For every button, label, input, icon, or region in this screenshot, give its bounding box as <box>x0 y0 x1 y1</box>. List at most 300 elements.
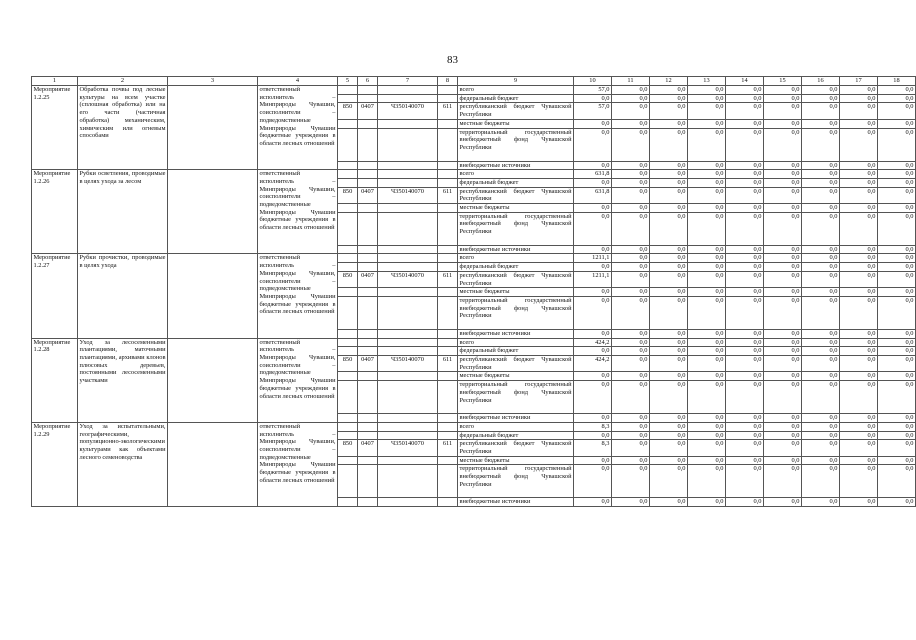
code-cell-rzpr <box>358 86 378 95</box>
code-cell-grbs <box>338 288 358 297</box>
amount-cell: 0,0 <box>574 431 612 440</box>
empty-cell <box>168 254 258 338</box>
code-cell-csr <box>378 329 438 338</box>
code-cell-csr <box>378 178 438 187</box>
code-cell-csr <box>378 422 438 431</box>
code-cell-csr <box>378 431 438 440</box>
table-row <box>32 422 916 431</box>
amount-cell: 0,0 <box>612 296 650 329</box>
amount-cell: 0,0 <box>650 414 688 423</box>
amount-cell: 0,0 <box>688 263 726 272</box>
amount-cell: 0,0 <box>764 271 802 287</box>
amount-cell: 0,0 <box>764 381 802 414</box>
code-cell-vr <box>438 128 458 161</box>
code-cell-vr <box>438 119 458 128</box>
code-cell-rzpr <box>358 329 378 338</box>
column-header: 6 <box>358 77 378 86</box>
amount-cell: 0,0 <box>650 498 688 507</box>
column-number-row <box>32 77 916 86</box>
amount-cell: 0,0 <box>612 338 650 347</box>
code-cell-vr <box>438 212 458 245</box>
amount-cell: 0,0 <box>650 440 688 456</box>
amount-cell: 0,0 <box>612 187 650 203</box>
responsible-executor: ответственный исполнитель – Минприроды Чувашии, соисполнители – подведомственные Минприроды Чувашии бюджетные учреждения в области лесных отношений <box>258 86 338 170</box>
responsible-executor: ответственный исполнитель – Минприроды Чувашии, соисполнители – подведомственные Минприроды Чувашии бюджетные учреждения в области лесных отношений <box>258 338 338 422</box>
amount-cell: 0,0 <box>764 431 802 440</box>
budget-body <box>32 86 916 507</box>
amount-cell: 0,0 <box>726 187 764 203</box>
amount-cell: 0,0 <box>764 178 802 187</box>
column-header: 1 <box>32 77 78 86</box>
amount-cell: 0,0 <box>688 414 726 423</box>
amount-cell: 0,0 <box>612 170 650 179</box>
amount-cell: 0,0 <box>840 170 878 179</box>
amount-cell: 0,0 <box>764 372 802 381</box>
code-cell-csr: Ч350140070 <box>378 103 438 119</box>
amount-cell: 0,0 <box>650 372 688 381</box>
amount-cell: 0,0 <box>840 103 878 119</box>
amount-cell: 0,0 <box>726 356 764 372</box>
amount-cell: 0,0 <box>574 329 612 338</box>
measure-name: Рубки осветления, проводимые в целях ухода за лесом <box>78 170 168 254</box>
code-cell-rzpr <box>358 170 378 179</box>
amount-cell: 0,0 <box>802 465 840 498</box>
funding-source: республиканский бюджет Чувашской Республики <box>459 271 572 287</box>
code-cell-grbs <box>338 212 358 245</box>
amount-cell: 1211,1 <box>574 254 612 263</box>
code-cell-rzpr <box>358 245 378 254</box>
code-cell-vr <box>438 329 458 338</box>
code-cell-rzpr <box>358 288 378 297</box>
amount-cell: 0,0 <box>764 170 802 179</box>
amount-cell: 0,0 <box>612 347 650 356</box>
amount-cell: 0,0 <box>688 296 726 329</box>
amount-cell: 0,0 <box>840 94 878 103</box>
amount-cell: 0,0 <box>878 119 916 128</box>
amount-cell: 0,0 <box>726 178 764 187</box>
code-cell-vr <box>438 381 458 414</box>
amount-cell: 0,0 <box>650 86 688 95</box>
amount-cell: 0,0 <box>688 356 726 372</box>
amount-cell: 0,0 <box>878 212 916 245</box>
amount-cell: 0,0 <box>878 329 916 338</box>
column-header: 14 <box>726 77 764 86</box>
amount-cell: 0,0 <box>612 212 650 245</box>
amount-cell: 0,0 <box>878 372 916 381</box>
amount-cell: 0,0 <box>612 128 650 161</box>
code-cell-grbs <box>338 338 358 347</box>
code-cell-vr <box>438 338 458 347</box>
amount-cell: 0,0 <box>840 178 878 187</box>
amount-cell: 0,0 <box>612 329 650 338</box>
empty-cell <box>168 338 258 422</box>
amount-cell: 0,0 <box>840 414 878 423</box>
funding-source: федеральный бюджет <box>458 94 574 103</box>
amount-cell: 57,0 <box>574 86 612 95</box>
column-header: 2 <box>78 77 168 86</box>
amount-cell: 0,0 <box>878 271 916 287</box>
code-cell-vr: 611 <box>438 103 458 119</box>
amount-cell: 0,0 <box>802 381 840 414</box>
amount-cell: 0,0 <box>726 414 764 423</box>
amount-cell: 8,3 <box>574 422 612 431</box>
amount-cell: 0,0 <box>878 94 916 103</box>
amount-cell: 0,0 <box>726 329 764 338</box>
code-cell-csr <box>378 465 438 498</box>
amount-cell: 0,0 <box>650 204 688 213</box>
code-cell-rzpr <box>358 178 378 187</box>
amount-cell: 0,0 <box>650 119 688 128</box>
amount-cell: 0,0 <box>840 119 878 128</box>
amount-cell: 0,0 <box>574 119 612 128</box>
amount-cell: 0,0 <box>764 498 802 507</box>
amount-cell: 0,0 <box>764 103 802 119</box>
amount-cell: 0,0 <box>574 94 612 103</box>
code-cell-grbs <box>338 254 358 263</box>
amount-cell: 0,0 <box>688 422 726 431</box>
code-cell-grbs <box>338 465 358 498</box>
amount-cell: 0,0 <box>688 431 726 440</box>
code-cell-vr <box>438 347 458 356</box>
column-header: 15 <box>764 77 802 86</box>
column-header: 9 <box>458 77 574 86</box>
code-cell-vr <box>438 254 458 263</box>
amount-cell: 0,0 <box>726 212 764 245</box>
amount-cell: 0,0 <box>802 356 840 372</box>
amount-cell: 0,0 <box>878 170 916 179</box>
amount-cell: 0,0 <box>840 329 878 338</box>
code-cell-csr: Ч350140070 <box>378 356 438 372</box>
funding-source: внебюджетные источники <box>458 329 574 338</box>
amount-cell: 0,0 <box>878 338 916 347</box>
amount-cell: 0,0 <box>688 254 726 263</box>
budget-table <box>31 76 916 507</box>
code-cell-rzpr: 0407 <box>358 356 378 372</box>
amount-cell: 0,0 <box>650 94 688 103</box>
amount-cell: 0,0 <box>650 338 688 347</box>
amount-cell: 0,0 <box>574 381 612 414</box>
code-cell-rzpr: 0407 <box>358 103 378 119</box>
amount-cell: 1211,1 <box>574 271 612 287</box>
code-cell-csr <box>378 288 438 297</box>
amount-cell: 0,0 <box>574 414 612 423</box>
amount-cell: 0,0 <box>878 178 916 187</box>
funding-source: республиканский бюджет Чувашской Республики <box>459 187 572 203</box>
amount-cell: 0,0 <box>878 245 916 254</box>
code-cell-rzpr <box>358 204 378 213</box>
code-cell-csr <box>378 456 438 465</box>
code-cell-vr <box>438 431 458 440</box>
amount-cell: 0,0 <box>764 204 802 213</box>
amount-cell: 0,0 <box>650 381 688 414</box>
measure-name: Обработка почвы под лесные культуры на всем участке (сплошная обработка) или на его части (частичная обработка) механическим, химическим или огневым способами <box>78 86 168 170</box>
amount-cell: 0,0 <box>726 86 764 95</box>
table-row <box>32 86 916 95</box>
amount-cell: 0,0 <box>574 178 612 187</box>
code-cell-csr: Ч350140070 <box>378 187 438 203</box>
amount-cell: 0,0 <box>802 422 840 431</box>
amount-cell: 0,0 <box>840 204 878 213</box>
code-cell-rzpr <box>358 372 378 381</box>
column-header: 5 <box>338 77 358 86</box>
amount-cell: 0,0 <box>764 347 802 356</box>
code-cell-csr <box>378 263 438 272</box>
amount-cell: 0,0 <box>764 414 802 423</box>
funding-source: республиканский бюджет Чувашской Республики <box>459 103 572 119</box>
amount-cell: 0,0 <box>802 296 840 329</box>
amount-cell: 0,0 <box>650 212 688 245</box>
amount-cell: 0,0 <box>764 254 802 263</box>
code-cell-grbs <box>338 381 358 414</box>
code-cell-vr <box>438 161 458 170</box>
code-cell-rzpr <box>358 338 378 347</box>
amount-cell: 0,0 <box>650 178 688 187</box>
code-cell-vr <box>438 456 458 465</box>
code-cell-grbs <box>338 94 358 103</box>
amount-cell: 0,0 <box>650 288 688 297</box>
funding-source: всего <box>458 254 574 263</box>
amount-cell: 0,0 <box>612 456 650 465</box>
code-cell-grbs <box>338 161 358 170</box>
amount-cell: 0,0 <box>574 372 612 381</box>
amount-cell: 0,0 <box>726 161 764 170</box>
code-cell-csr <box>378 338 438 347</box>
amount-cell: 0,0 <box>612 414 650 423</box>
amount-cell: 0,0 <box>764 94 802 103</box>
code-cell-grbs <box>338 347 358 356</box>
amount-cell: 0,0 <box>688 372 726 381</box>
column-header: 7 <box>378 77 438 86</box>
amount-cell: 0,0 <box>688 161 726 170</box>
amount-cell: 0,0 <box>612 431 650 440</box>
responsible-executor: ответственный исполнитель – Минприроды Чувашии, соисполнители – подведомственные Минприроды Чувашии бюджетные учреждения в области лесных отношений <box>258 254 338 338</box>
code-cell-vr <box>438 86 458 95</box>
amount-cell: 0,0 <box>878 254 916 263</box>
funding-source: местные бюджеты <box>458 204 574 213</box>
amount-cell: 0,0 <box>726 440 764 456</box>
code-cell-csr <box>378 296 438 329</box>
amount-cell: 0,0 <box>650 431 688 440</box>
amount-cell: 0,0 <box>726 94 764 103</box>
amount-cell: 0,0 <box>878 86 916 95</box>
code-cell-rzpr <box>358 465 378 498</box>
amount-cell: 0,0 <box>764 456 802 465</box>
amount-cell: 57,0 <box>574 103 612 119</box>
code-cell-rzpr: 0407 <box>358 271 378 287</box>
amount-cell: 0,0 <box>650 356 688 372</box>
amount-cell: 0,0 <box>574 498 612 507</box>
amount-cell: 0,0 <box>574 204 612 213</box>
amount-cell: 0,0 <box>726 372 764 381</box>
amount-cell: 0,0 <box>878 288 916 297</box>
amount-cell: 0,0 <box>726 296 764 329</box>
measure-id: Мероприятие 1.2.29 <box>32 422 78 506</box>
funding-source: внебюджетные источники <box>458 245 574 254</box>
page-number: 83 <box>447 54 458 66</box>
amount-cell: 0,0 <box>878 422 916 431</box>
code-cell-rzpr <box>358 94 378 103</box>
amount-cell: 0,0 <box>650 254 688 263</box>
amount-cell: 0,0 <box>612 372 650 381</box>
code-cell-rzpr <box>358 422 378 431</box>
amount-cell: 0,0 <box>840 263 878 272</box>
amount-cell: 0,0 <box>726 347 764 356</box>
measure-name: Рубки прочистки, проводимые в целях ухода <box>78 254 168 338</box>
amount-cell: 0,0 <box>802 86 840 95</box>
amount-cell: 0,0 <box>726 204 764 213</box>
amount-cell: 0,0 <box>650 465 688 498</box>
amount-cell: 0,0 <box>802 119 840 128</box>
amount-cell: 0,0 <box>574 296 612 329</box>
code-cell-grbs: 850 <box>338 271 358 287</box>
funding-source: федеральный бюджет <box>458 263 574 272</box>
amount-cell: 0,0 <box>574 128 612 161</box>
code-cell-rzpr <box>358 456 378 465</box>
amount-cell: 0,0 <box>612 161 650 170</box>
code-cell-vr: 611 <box>438 187 458 203</box>
code-cell-vr: 611 <box>438 271 458 287</box>
amount-cell: 0,0 <box>574 456 612 465</box>
amount-cell: 0,0 <box>574 245 612 254</box>
amount-cell: 0,0 <box>764 119 802 128</box>
measure-id: Мероприятие 1.2.25 <box>32 86 78 170</box>
code-cell-grbs <box>338 119 358 128</box>
code-cell-csr <box>378 119 438 128</box>
amount-cell: 0,0 <box>726 170 764 179</box>
amount-cell: 0,0 <box>764 86 802 95</box>
code-cell-grbs <box>338 296 358 329</box>
code-cell-grbs: 850 <box>338 103 358 119</box>
amount-cell: 0,0 <box>688 103 726 119</box>
amount-cell: 0,0 <box>878 204 916 213</box>
amount-cell: 0,0 <box>802 263 840 272</box>
amount-cell: 0,0 <box>840 212 878 245</box>
amount-cell: 0,0 <box>612 245 650 254</box>
amount-cell: 0,0 <box>688 347 726 356</box>
amount-cell: 0,0 <box>802 338 840 347</box>
code-cell-csr <box>378 94 438 103</box>
amount-cell: 0,0 <box>764 187 802 203</box>
amount-cell: 0,0 <box>650 296 688 329</box>
amount-cell: 0,0 <box>726 456 764 465</box>
amount-cell: 0,0 <box>840 254 878 263</box>
amount-cell: 0,0 <box>802 431 840 440</box>
amount-cell: 0,0 <box>650 128 688 161</box>
amount-cell: 0,0 <box>650 329 688 338</box>
funding-source: внебюджетные источники <box>458 414 574 423</box>
funding-source: территориальный государственный внебюджетный фонд Чувашской Республики <box>458 296 574 329</box>
code-cell-rzpr <box>358 263 378 272</box>
amount-cell: 0,0 <box>840 422 878 431</box>
code-cell-vr <box>438 414 458 423</box>
amount-cell: 0,0 <box>726 288 764 297</box>
measure-id: Мероприятие 1.2.26 <box>32 170 78 254</box>
amount-cell: 0,0 <box>726 498 764 507</box>
column-header: 16 <box>802 77 840 86</box>
amount-cell: 0,0 <box>612 271 650 287</box>
code-cell-csr: Ч350140070 <box>378 271 438 287</box>
amount-cell: 0,0 <box>802 204 840 213</box>
funding-source: территориальный государственный внебюджетный фонд Чувашской Республики <box>458 381 574 414</box>
column-header: 3 <box>168 77 258 86</box>
amount-cell: 0,0 <box>650 245 688 254</box>
amount-cell: 0,0 <box>840 347 878 356</box>
amount-cell: 0,0 <box>688 440 726 456</box>
code-cell-vr <box>438 288 458 297</box>
funding-source: всего <box>458 338 574 347</box>
column-header: 17 <box>840 77 878 86</box>
code-cell-vr <box>438 94 458 103</box>
column-header: 18 <box>878 77 916 86</box>
code-cell-csr <box>378 498 438 507</box>
amount-cell: 0,0 <box>612 254 650 263</box>
amount-cell: 0,0 <box>802 178 840 187</box>
amount-cell: 0,0 <box>878 356 916 372</box>
code-cell-rzpr <box>358 498 378 507</box>
code-cell-vr <box>438 296 458 329</box>
amount-cell: 0,0 <box>650 161 688 170</box>
amount-cell: 0,0 <box>840 356 878 372</box>
code-cell-vr <box>438 263 458 272</box>
code-cell-rzpr <box>358 431 378 440</box>
funding-source: внебюджетные источники <box>458 161 574 170</box>
amount-cell: 0,0 <box>574 465 612 498</box>
amount-cell: 0,0 <box>802 94 840 103</box>
code-cell-vr <box>438 170 458 179</box>
amount-cell: 0,0 <box>802 498 840 507</box>
amount-cell: 0,0 <box>764 128 802 161</box>
amount-cell: 0,0 <box>878 263 916 272</box>
amount-cell: 0,0 <box>726 431 764 440</box>
code-cell-grbs <box>338 498 358 507</box>
funding-source: внебюджетные источники <box>458 498 574 507</box>
amount-cell: 0,0 <box>802 440 840 456</box>
funding-source: местные бюджеты <box>458 372 574 381</box>
amount-cell: 0,0 <box>764 356 802 372</box>
amount-cell: 0,0 <box>840 161 878 170</box>
amount-cell: 0,0 <box>878 440 916 456</box>
column-header: 10 <box>574 77 612 86</box>
code-cell-grbs <box>338 128 358 161</box>
amount-cell: 0,0 <box>878 128 916 161</box>
code-cell-grbs <box>338 456 358 465</box>
code-cell-grbs <box>338 86 358 95</box>
amount-cell: 0,0 <box>802 414 840 423</box>
code-cell-csr <box>378 128 438 161</box>
amount-cell: 0,0 <box>612 263 650 272</box>
amount-cell: 0,0 <box>688 204 726 213</box>
code-cell-rzpr: 0407 <box>358 440 378 456</box>
amount-cell: 0,0 <box>688 128 726 161</box>
amount-cell: 0,0 <box>612 178 650 187</box>
amount-cell: 0,0 <box>688 245 726 254</box>
amount-cell: 0,0 <box>840 187 878 203</box>
measure-name: Уход за лесосеменными плантациями, маточными плантациями, архивами клонов плюсовых деревьев, постоянными лесосеменными участками <box>78 338 168 422</box>
code-cell-grbs <box>338 204 358 213</box>
amount-cell: 0,0 <box>802 245 840 254</box>
amount-cell: 0,0 <box>650 347 688 356</box>
code-cell-rzpr <box>358 128 378 161</box>
amount-cell: 0,0 <box>802 372 840 381</box>
amount-cell: 0,0 <box>612 498 650 507</box>
empty-cell <box>168 86 258 170</box>
code-cell-rzpr <box>358 254 378 263</box>
amount-cell: 0,0 <box>878 187 916 203</box>
amount-cell: 0,0 <box>688 456 726 465</box>
code-cell-vr <box>438 422 458 431</box>
amount-cell: 0,0 <box>802 288 840 297</box>
amount-cell: 0,0 <box>840 245 878 254</box>
